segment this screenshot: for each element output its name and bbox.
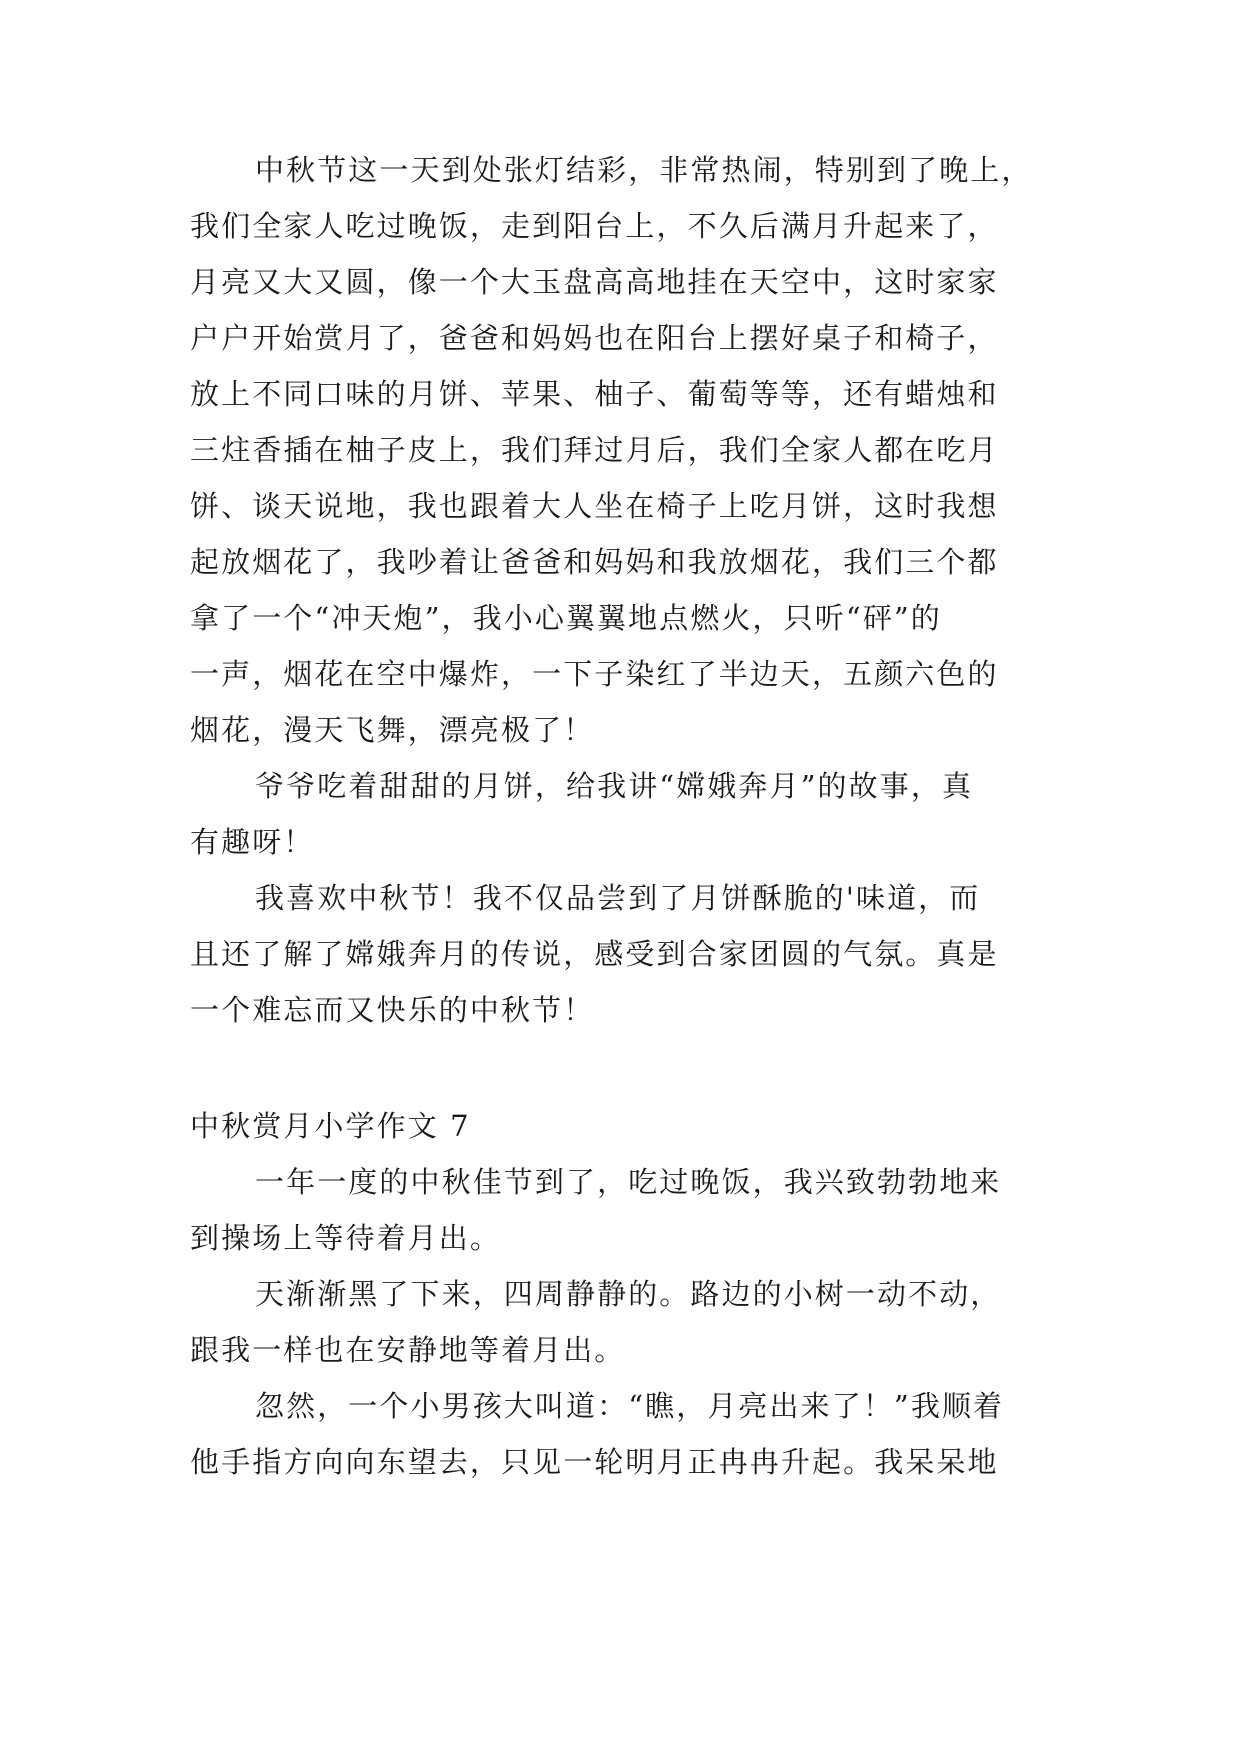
paragraph-line: 月亮又大又圆，像一个大玉盘高高地挂在天空中，这时家家 <box>190 265 999 299</box>
paragraph-line: 到操场上等待着月出。 <box>190 1221 502 1255</box>
paragraph-line: 一个难忘而又快乐的中秋节！ <box>190 993 595 1027</box>
paragraph-line: 放上不同口味的月饼、苹果、柚子、葡萄等等，还有蜡烛和 <box>190 377 999 411</box>
paragraph-line: 饼、谈天说地，我也跟着大人坐在椅子上吃月饼，这时我想 <box>190 489 999 523</box>
paragraph-line: 户户开始赏月了，爸爸和妈妈也在阳台上摆好桌子和椅子， <box>190 321 999 355</box>
paragraph-line: 拿了一个“冲天炮”，我小心翼翼地点燃火，只听“砰”的 <box>190 601 942 635</box>
paragraph-line: 我喜欢中秋节！我不仅品尝到了月饼酥脆的'味道，而 <box>255 881 981 915</box>
paragraph-line: 起放烟花了，我吵着让爸爸和妈妈和我放烟花，我们三个都 <box>190 545 999 579</box>
section-heading: 中秋赏月小学作文 7 <box>190 1109 471 1143</box>
paragraph-line: 且还了解了嫦娥奔月的传说，感受到合家团圆的气氛。真是 <box>190 937 999 971</box>
paragraph-line: 中秋节这一天到处张灯结彩，非常热闹，特别到了晚上， <box>255 153 1033 187</box>
paragraph-line: 我们全家人吃过晚饭，走到阳台上，不久后满月升起来了， <box>190 209 999 243</box>
paragraph-line: 忽然，一个小男孩大叫道：“瞧，月亮出来了！”我顺着 <box>255 1389 1005 1423</box>
paragraph-line: 一声，烟花在空中爆炸，一下子染红了半边天，五颜六色的 <box>190 657 999 691</box>
paragraph-line: 三炷香插在柚子皮上，我们拜过月后，我们全家人都在吃月 <box>190 433 999 467</box>
paragraph-line: 一年一度的中秋佳节到了，吃过晚饭，我兴致勃勃地来 <box>255 1165 1002 1199</box>
paragraph-line: 跟我一样也在安静地等着月出。 <box>190 1333 626 1367</box>
paragraph-line: 他手指方向向东望去，只见一轮明月正冉冉升起。我呆呆地 <box>190 1445 999 1479</box>
paragraph-line: 天渐渐黑了下来，四周静静的。路边的小树一动不动， <box>255 1277 1002 1311</box>
paragraph-line: 烟花，漫天飞舞，漂亮极了！ <box>190 713 595 747</box>
paragraph-line: 爷爷吃着甜甜的月饼，给我讲“嫦娥奔月”的故事，真 <box>255 769 974 803</box>
paragraph-line: 有趣呀！ <box>190 825 315 859</box>
